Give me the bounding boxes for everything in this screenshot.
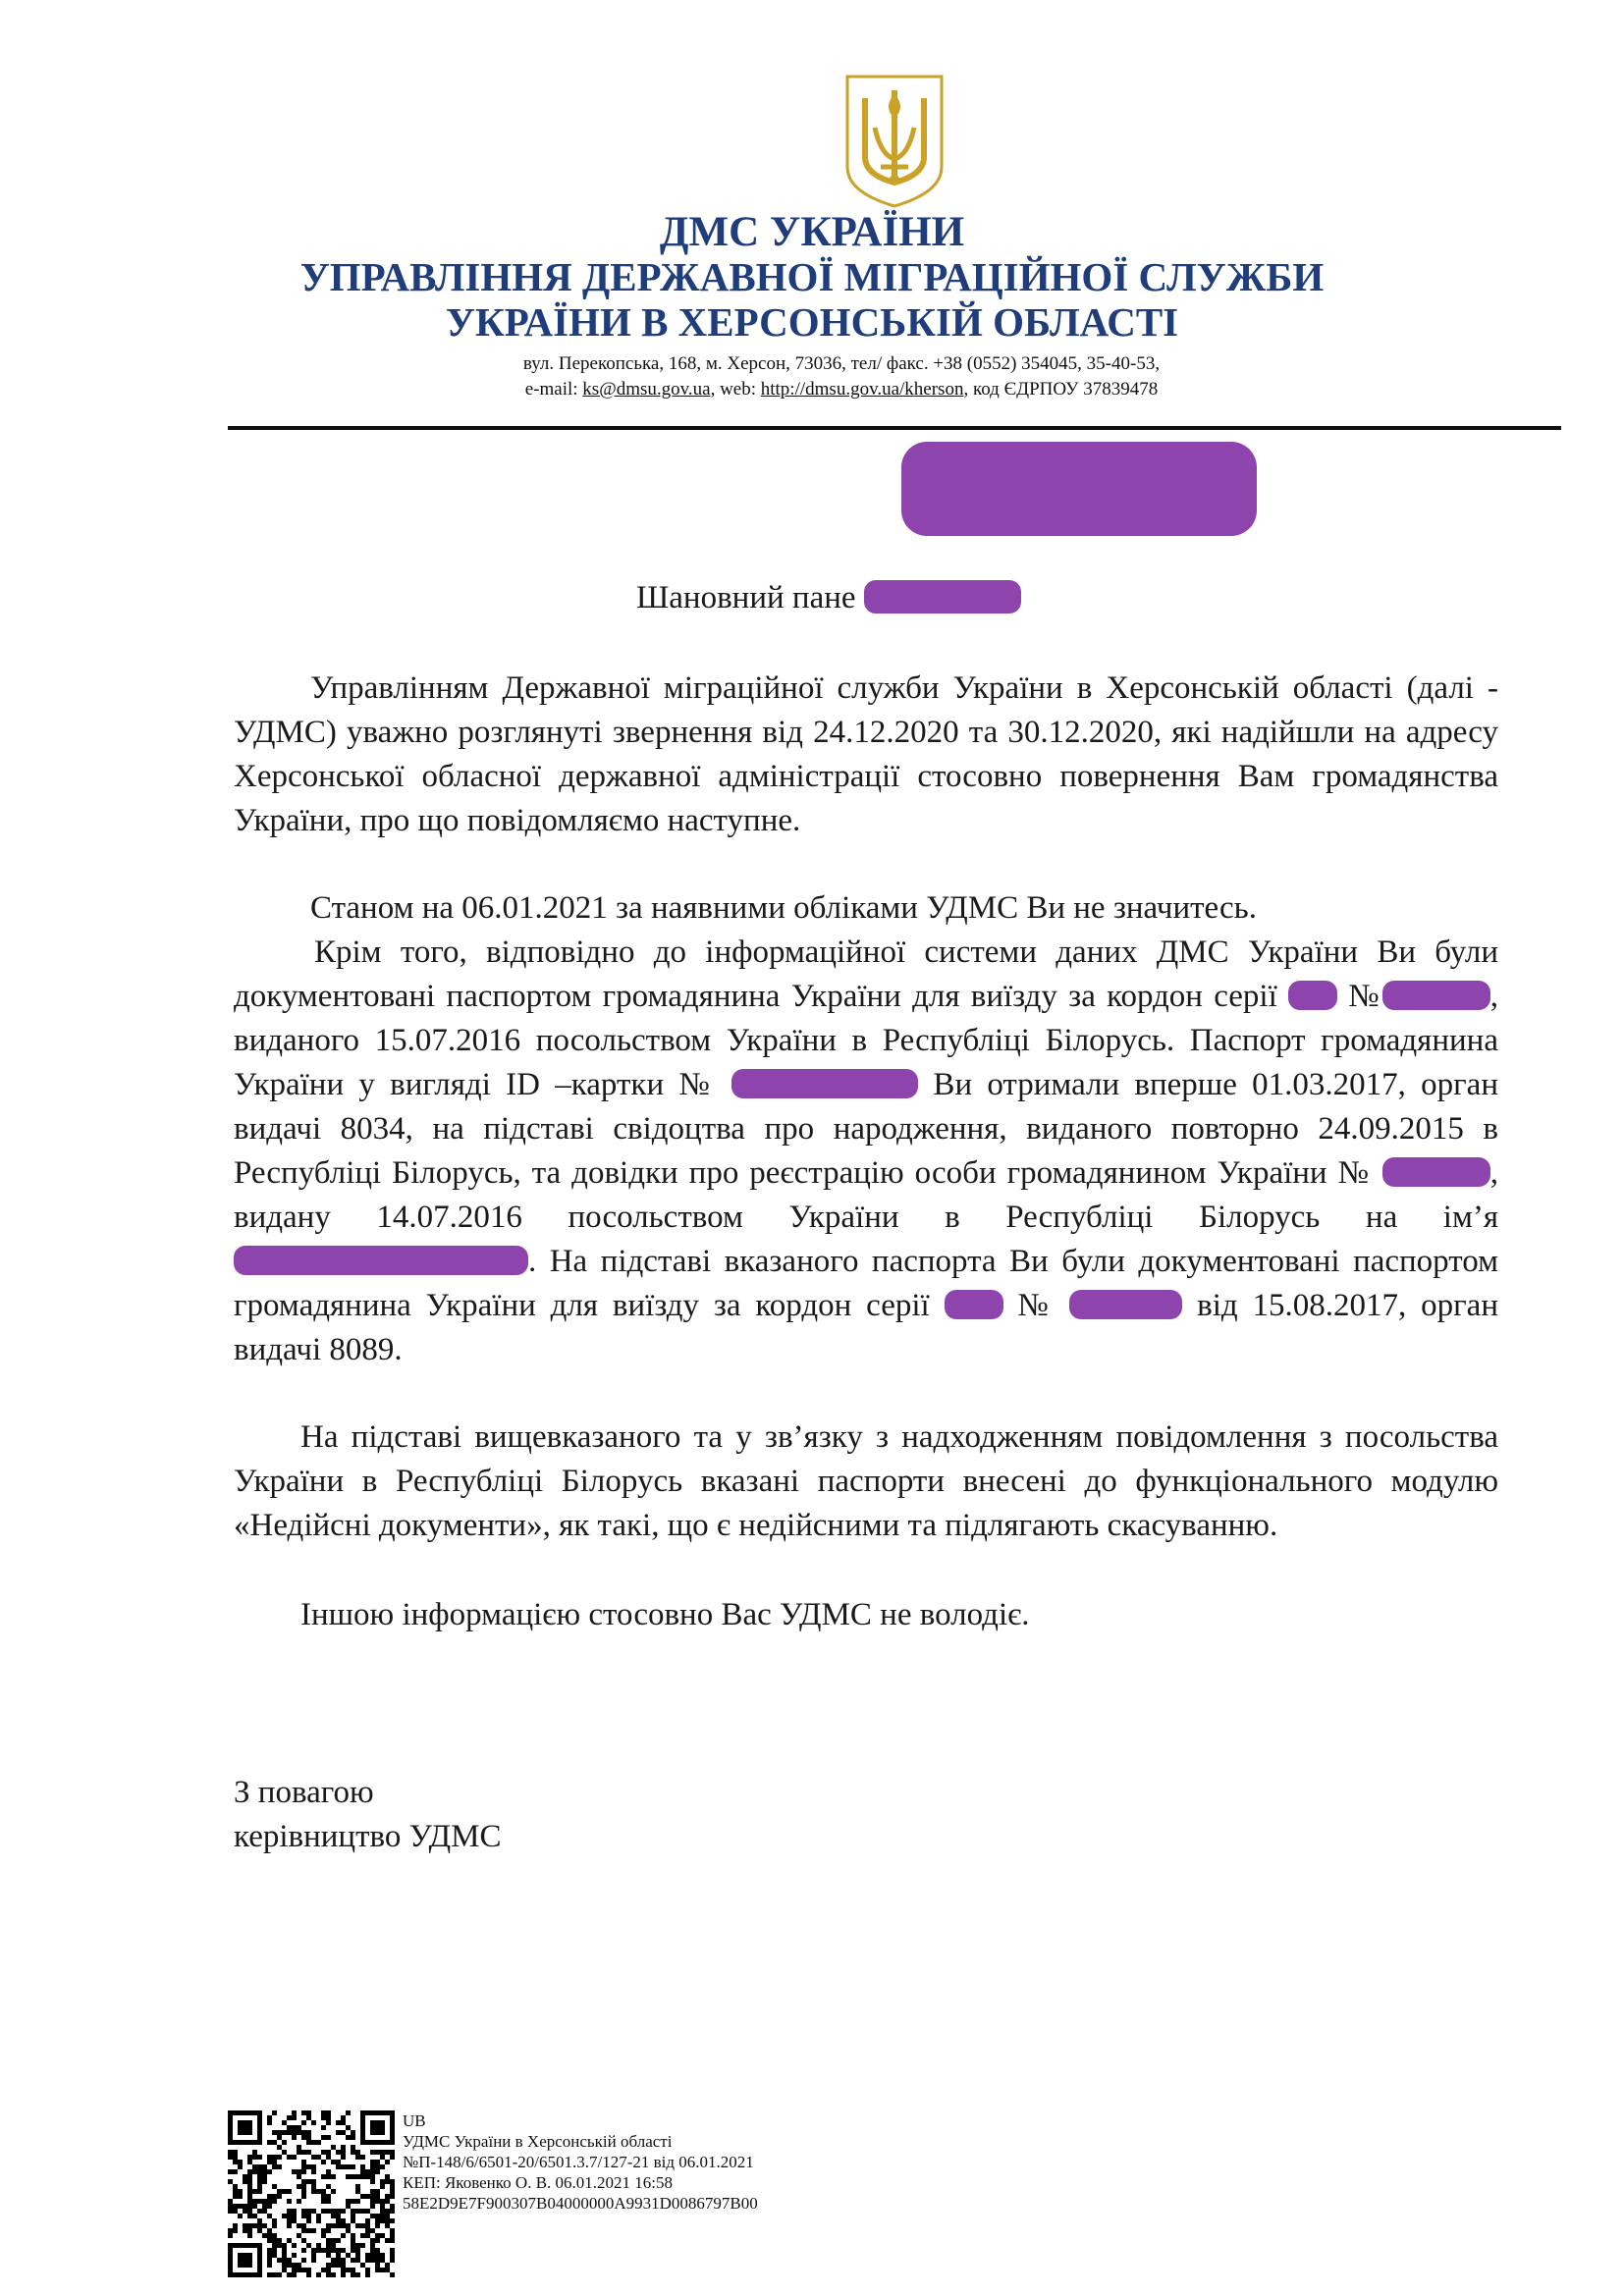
closing-regards: З повагою — [234, 1775, 374, 1810]
name-redaction — [864, 580, 1021, 614]
signature-line-5: 58E2D9E7F900307B04000000A9931D0086797B00 — [403, 2194, 758, 2213]
signature-line-1: UB — [403, 2111, 426, 2130]
p3-part-c: , виданого 15.07.2016 посольством України в Республіці Білорусь. Паспорт громадянина України у вигляді ID –картки № — [234, 979, 1498, 1102]
paragraph-2: Станом на 06.01.2021 за наявними обліками УДМС Ви не значитесь. — [310, 890, 1257, 926]
second-passport-number-redaction — [1069, 1290, 1182, 1319]
certificate-number-redaction — [1382, 1157, 1490, 1187]
p3-part-g: № — [1002, 1288, 1070, 1323]
qr-code — [228, 2110, 395, 2277]
paragraph-5: Іншою інформацією стосовно Вас УДМС не володіє. — [300, 1597, 1030, 1632]
org-title-line-1: ДМС УКРАЇНИ — [659, 209, 965, 255]
p3-part-f: . На підставі вказаного паспорта Ви були документовані паспортом громадянина України для виїзду за кордон серії — [234, 1244, 1498, 1323]
paragraph-4: На підставі вищевказаного та у зв’язку з надходженням повідомлення з посольства України в Республіці Білорусь вказані паспорти внесені до функціонального модулю «Недійсні документи», як такі, що є недійсними та підлягають скасуванню. — [234, 1419, 1498, 1543]
p3-part-a: Крім того, відповідно до інформаційної системи даних ДМС України Ви були документовані паспортом громадянина України для виїзду за кордон серії — [234, 934, 1498, 1014]
p3-part-e: , видану 14.07.2016 посольством України в Республіці Білорусь на ім’я — [234, 1155, 1498, 1235]
org-title-line-2: УПРАВЛІННЯ ДЕРЖАВНОЇ МІГРАЦІЙНОЇ СЛУЖБИ — [299, 254, 1325, 299]
header-divider — [228, 426, 1561, 430]
passport-number-redaction — [1382, 981, 1490, 1010]
salutation — [636, 580, 1021, 616]
trident-emblem — [841, 73, 947, 210]
org-contacts — [0, 377, 1624, 402]
org-title-line-3: УКРАЇНИ В ХЕРСОНСЬКІЙ ОБЛАСТІ — [445, 299, 1179, 345]
paragraph-1: Управлінням Державної міграційної служби України в Херсонській області (далі - УДМС) уважно розглянуті звернення від 24.12.2020 та 30.12.2020, які надійшли на адресу Херсонської обласної державної адміністрації стосовно повернення Вам громадянства України, про що повідомляємо наступне. — [234, 670, 1498, 838]
e-signature-block — [403, 2110, 758, 2214]
edrpou-code: , код ЄДРПОУ 37839478 — [963, 379, 1159, 400]
email-label: e-mail: — [524, 379, 583, 400]
web-label: , web: — [710, 379, 761, 400]
web-link[interactable]: http://dmsu.gov.ua/kherson — [760, 379, 964, 400]
passport-series-redaction — [1288, 981, 1337, 1010]
person-name-redaction — [234, 1246, 528, 1275]
p3-part-d: Ви отримали вперше 01.03.2017, орган видачі 8034, на підставі свідоцтва про народження, виданого повторно 24.09.2015 в Республіці Білорусь, та довідки про реєстрацію особи громадянином України № — [234, 1067, 1498, 1191]
signature-line-4: КЕП: Яковенко О. В. 06.01.2021 16:58 — [403, 2173, 674, 2192]
addressee-redaction — [901, 442, 1257, 536]
org-address: вул. Перекопська, 168, м. Херсон, 73036, тел/ факс. +38 (0552) 354045, 35-40-53, — [522, 353, 1161, 374]
id-card-number-redaction — [731, 1069, 918, 1098]
closing-signatory: керівництво УДМС — [234, 1819, 502, 1854]
signature-line-3: №П-148/6/6501-20/6501.3.7/127-21 від 06.01.2021 — [403, 2153, 754, 2171]
email-link[interactable]: ks@dmsu.gov.ua — [582, 379, 711, 400]
salutation-text: Шановний пане — [636, 580, 856, 615]
second-passport-series-redaction — [945, 1290, 1003, 1319]
paragraph-3 — [234, 931, 1498, 1372]
p3-part-b: № — [1337, 979, 1382, 1014]
signature-line-2: УДМС України в Херсонській області — [403, 2132, 673, 2151]
p3-part-h: від 15.08.2017, орган видачі 8089. — [234, 1288, 1498, 1367]
